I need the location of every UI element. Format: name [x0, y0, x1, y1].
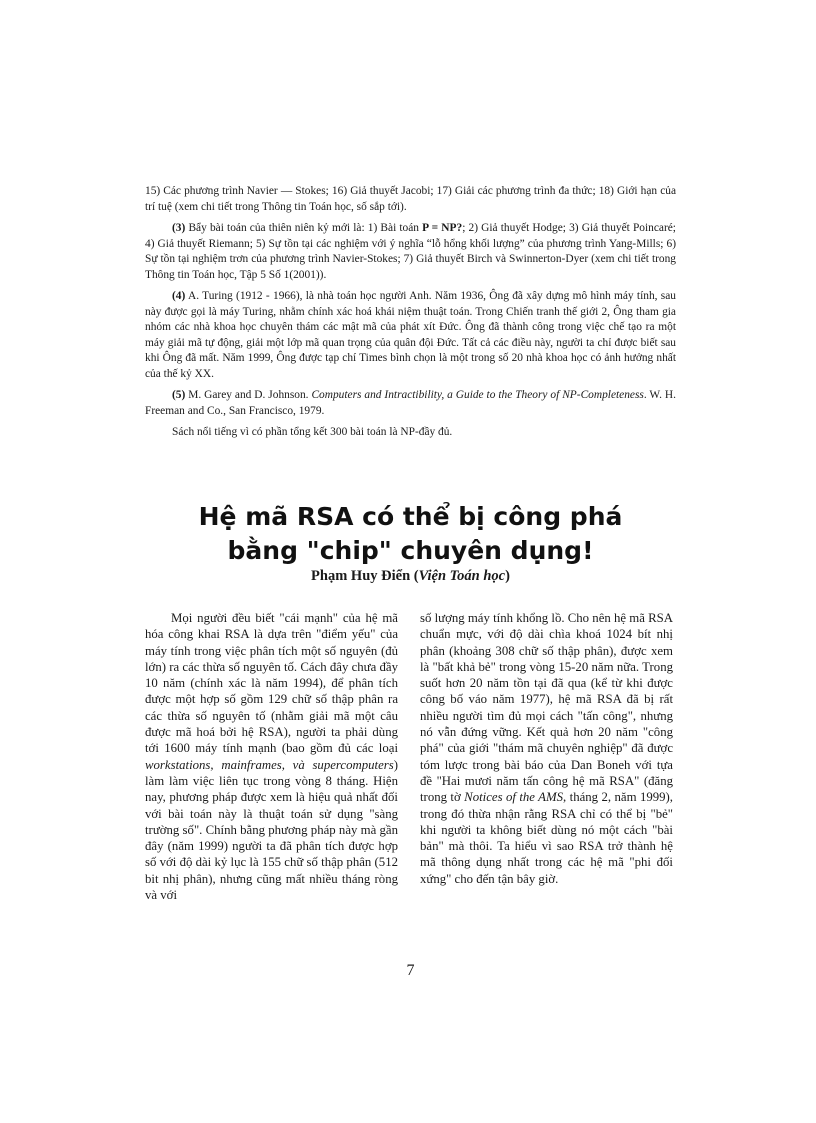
footnote-3-number: (3)	[172, 222, 186, 234]
footnote-5: (5) M. Garey and D. Johnson. Computers and Intractibility, a Guide to the Theory of NP-Completeness. W. H. Freeman and Co., San Francisco, 1979.	[145, 389, 676, 417]
article-column-left: Mọi người đều biết "cái mạnh" của hệ mã hóa công khai RSA là dựa trên "điểm yếu" của máy tính trong việc phân tích một số nguyên (đủ lớn) ra các thừa số nguyên tố. Cách đây chưa đầy 10 năm (chính xác là năm 1994), để phân tích được một hợp số gồm 129 chữ số thập phân ra các thừa số nguyên tố (nhằm giải mã một câu được mã hoá bởi hệ RSA), người ta phải dùng tới 1600 máy tính mạnh (bao gồm đủ các loại workstations, mainframes, và supercomputers) làm làm việc liên tục trong vòng 8 tháng. Hiện nay, phương pháp được xem là hiệu quả nhất đối với bài toán này là thuật toán sử dụng "sàng trường số". Chính bằng phương pháp này mà gần đây (năm 1999) người ta đã phân tích được hợp số với độ dài kỷ lục là 155 chữ số thập phân (512 bit nhị phân), nhưng cũng mất nhiều tháng ròng và với	[145, 611, 398, 903]
title-line-1: Hệ mã RSA có thể bị công phá	[198, 502, 623, 531]
byline: Phạm Huy Điển (Viện Toán học)	[311, 568, 510, 584]
page-number: 7	[406, 962, 415, 979]
article-column-right: số lượng máy tính khổng lồ. Cho nên hệ mã RSA chuẩn mực, với độ dài chìa khoá 1024 bít nhị phân (khoảng 308 chữ số thập phân), được xem là "bất khả bẻ" trong vòng 15-20 năm nữa. Trong suốt hơn 20 năm tồn tại đã qua (kể từ khi được công bố váo năm 1977), hệ mã RSA đã bị rất nhiều người tìm đủ mọi cách "tấn công", nhưng nó vẫn đứng vững. Kết quả hơn 20 năm "công phá" của giới "thám mã chuyên nghiệp" đã được tóm lược trong bài báo của Dan Boneh với tựa đề "Hai mươi năm tấn công hệ mã RSA" (đăng trong tờ Notices of the AMS, tháng 2, năm 1999), trong đó thừa nhận rằng RSA chỉ có thể bị "bẻ" khi người ta không biết dùng nó một cách "bài bản" mà thôi. Ta hiểu vì sao RSA trở thành hệ mã thông dụng nhất trong các hệ mã "phi đối xứng" cho đến tận bây giờ.	[420, 611, 673, 886]
computer-types: workstations, mainframes, và supercomputers	[145, 757, 394, 772]
author-name: Phạm Huy Điển	[311, 568, 411, 584]
title-line-2: bằng "chip" chuyên dụng!	[227, 536, 594, 565]
p-np-problem: P = NP?	[422, 222, 463, 234]
footnote-4-number: (4)	[172, 290, 186, 302]
article-title	[145, 500, 676, 568]
author-affiliation: Viện Toán học	[418, 568, 506, 584]
footnote-4: (4) A. Turing (1912 - 1966), là nhà toán học người Anh. Năm 1936, Ông đã xây dựng mô hình máy tính, sau này được gọi là máy Turing, nhằm chính xác hoá khái niệm thuật toán. Trong Chiến tranh thế giới 2, Ông tham gia nhóm các nhà khoa học chuyên thám các mật mã của phát xít Đức. Ông đã thành công trong việc chế tạo ra một máy giải mã tự động, giải một lớp mã quan trọng của quân đội Đức. Tất cả các điều này, người ta chỉ được biết sau khi Ông đã mất. Năm 1999, Ông được tạp chí Times bình chọn là một trong số 20 nhà khoa học có ảnh hưởng nhất của thế kỷ XX.	[145, 290, 676, 380]
footnotes	[145, 184, 676, 447]
footnote-3: (3) Bẩy bài toán của thiên niên kỷ mới là: 1) Bài toán P = NP?; 2) Giả thuyết Hodge; 3) Giả thuyết Poincaré; 4) Giả thuyết Riemann; 5) Sự tồn tại các nghiệm với ý nghĩa “lỗ hổng khối lượng” của phương trình Yang-Mills; 6) Sự tồn tại nghiệm trơn của phương trình Navier-Stokes; 7) Giả thuyết Birch và Swinnerton-Dyer (xem chi tiết trong Thông tin Toán học, Tập 5 Số 1(2001)).	[145, 222, 676, 281]
journal-name: Notices of the AMS	[464, 790, 564, 805]
footnote-15-18: 15) Các phương trình Navier — Stokes; 16) Giả thuyết Jacobi; 17) Giải các phương trình đa thức; 18) Giới hạn của trí tuệ (xem chi tiết trong Thông tin Toán học, số sắp tới).	[145, 185, 676, 213]
book-title: Computers and Intractibility, a Guide to the Theory of NP-Completeness	[311, 389, 644, 401]
footnote-5-number: (5)	[172, 389, 186, 401]
footnote-5-comment: Sách nổi tiếng vì có phần tổng kết 300 bài toán là NP-đầy đủ.	[172, 426, 453, 438]
